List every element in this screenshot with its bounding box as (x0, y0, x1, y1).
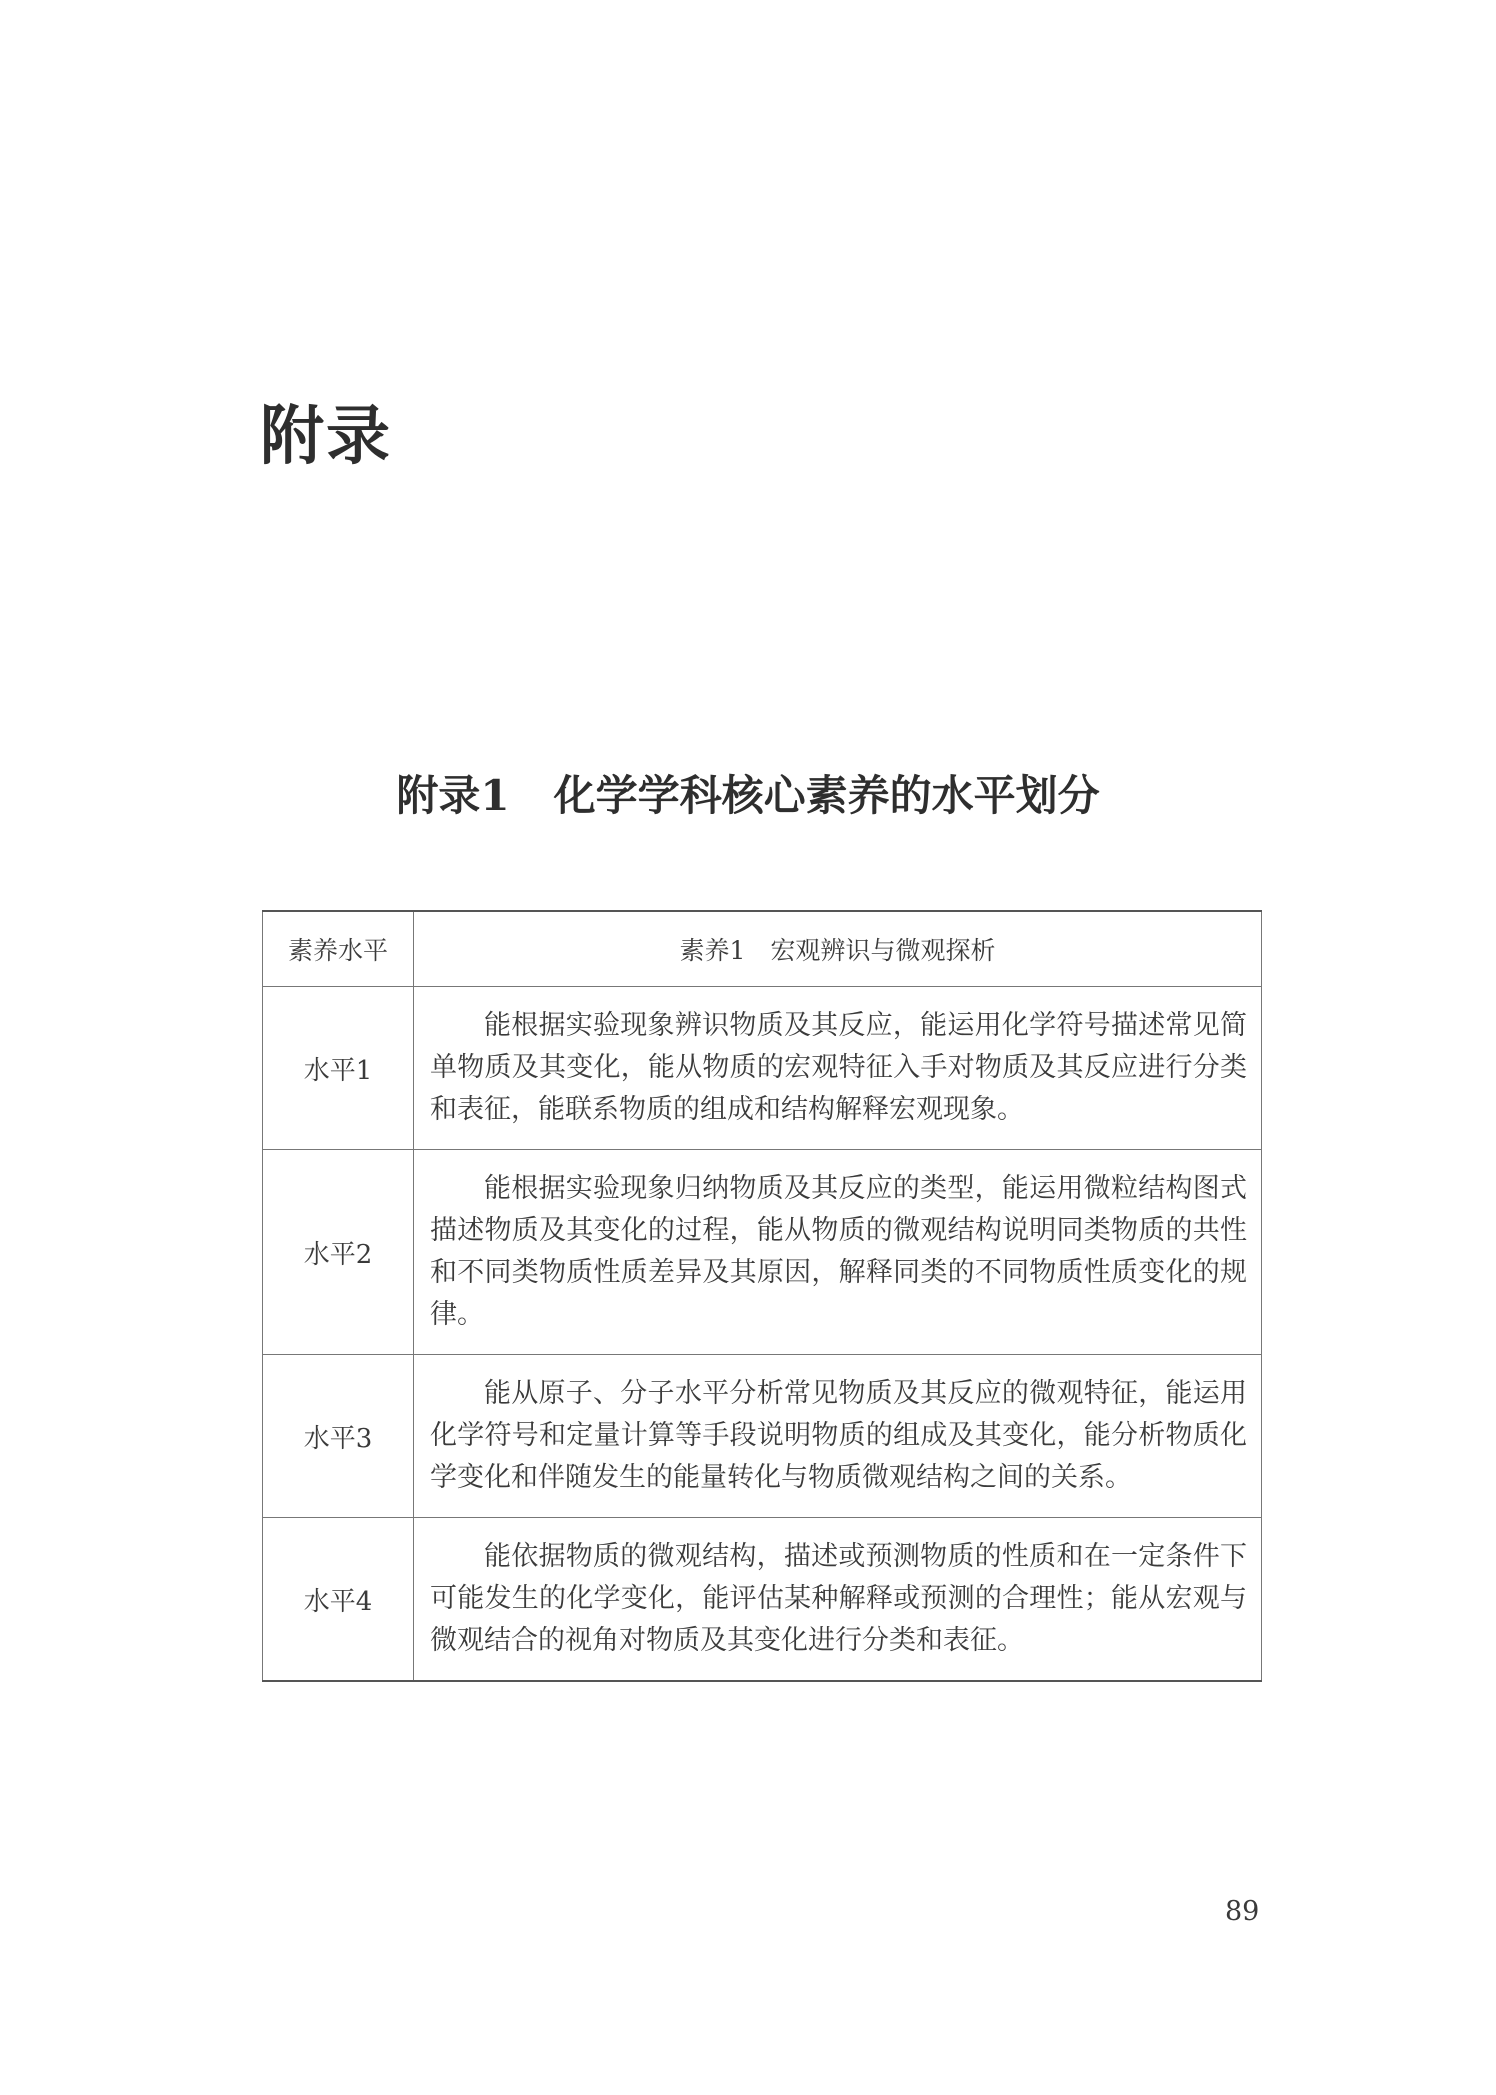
table-row (263, 1518, 1262, 1682)
section-label: 附录1 (396, 771, 510, 820)
table-row (263, 987, 1262, 1150)
header-domain-column: 素养1 宏观辨识与微观探析 (414, 911, 1262, 987)
section-heading: 化学学科核心素养的水平划分 (553, 771, 1100, 820)
table-header-row (263, 911, 1262, 987)
level-cell: 水平2 (263, 1150, 414, 1355)
table-row (263, 1150, 1262, 1355)
level-cell: 水平4 (263, 1518, 414, 1682)
description-cell: 能从原子、分子水平分析常见物质及其反应的微观特征，能运用化学符号和定量计算等手段说明物质的组成及其变化，能分析物质化学变化和伴随发生的能量转化与物质微观结构之间的关系。 (414, 1355, 1262, 1518)
header-level-column: 素养水平 (263, 911, 414, 987)
description-cell: 能根据实验现象归纳物质及其反应的类型，能运用微粒结构图式描述物质及其变化的过程，能从物质的微观结构说明同类物质的共性和不同类物质性质差异及其原因，解释同类的不同物质性质变化的规律。 (414, 1150, 1262, 1355)
chapter-title: 附录 (260, 399, 392, 474)
section-title (0, 771, 1496, 820)
description-cell: 能依据物质的微观结构，描述或预测物质的性质和在一定条件下可能发生的化学变化，能评估某种解释或预测的合理性；能从宏观与微观结合的视角对物质及其变化进行分类和表征。 (414, 1518, 1262, 1682)
level-cell: 水平1 (263, 987, 414, 1150)
level-cell: 水平3 (263, 1355, 414, 1518)
table-row (263, 1355, 1262, 1518)
literacy-level-table (262, 910, 1262, 1682)
page-number: 89 (1225, 1896, 1260, 1927)
description-cell: 能根据实验现象辨识物质及其反应，能运用化学符号描述常见简单物质及其变化，能从物质的宏观特征入手对物质及其反应进行分类和表征，能联系物质的组成和结构解释宏观现象。 (414, 987, 1262, 1150)
